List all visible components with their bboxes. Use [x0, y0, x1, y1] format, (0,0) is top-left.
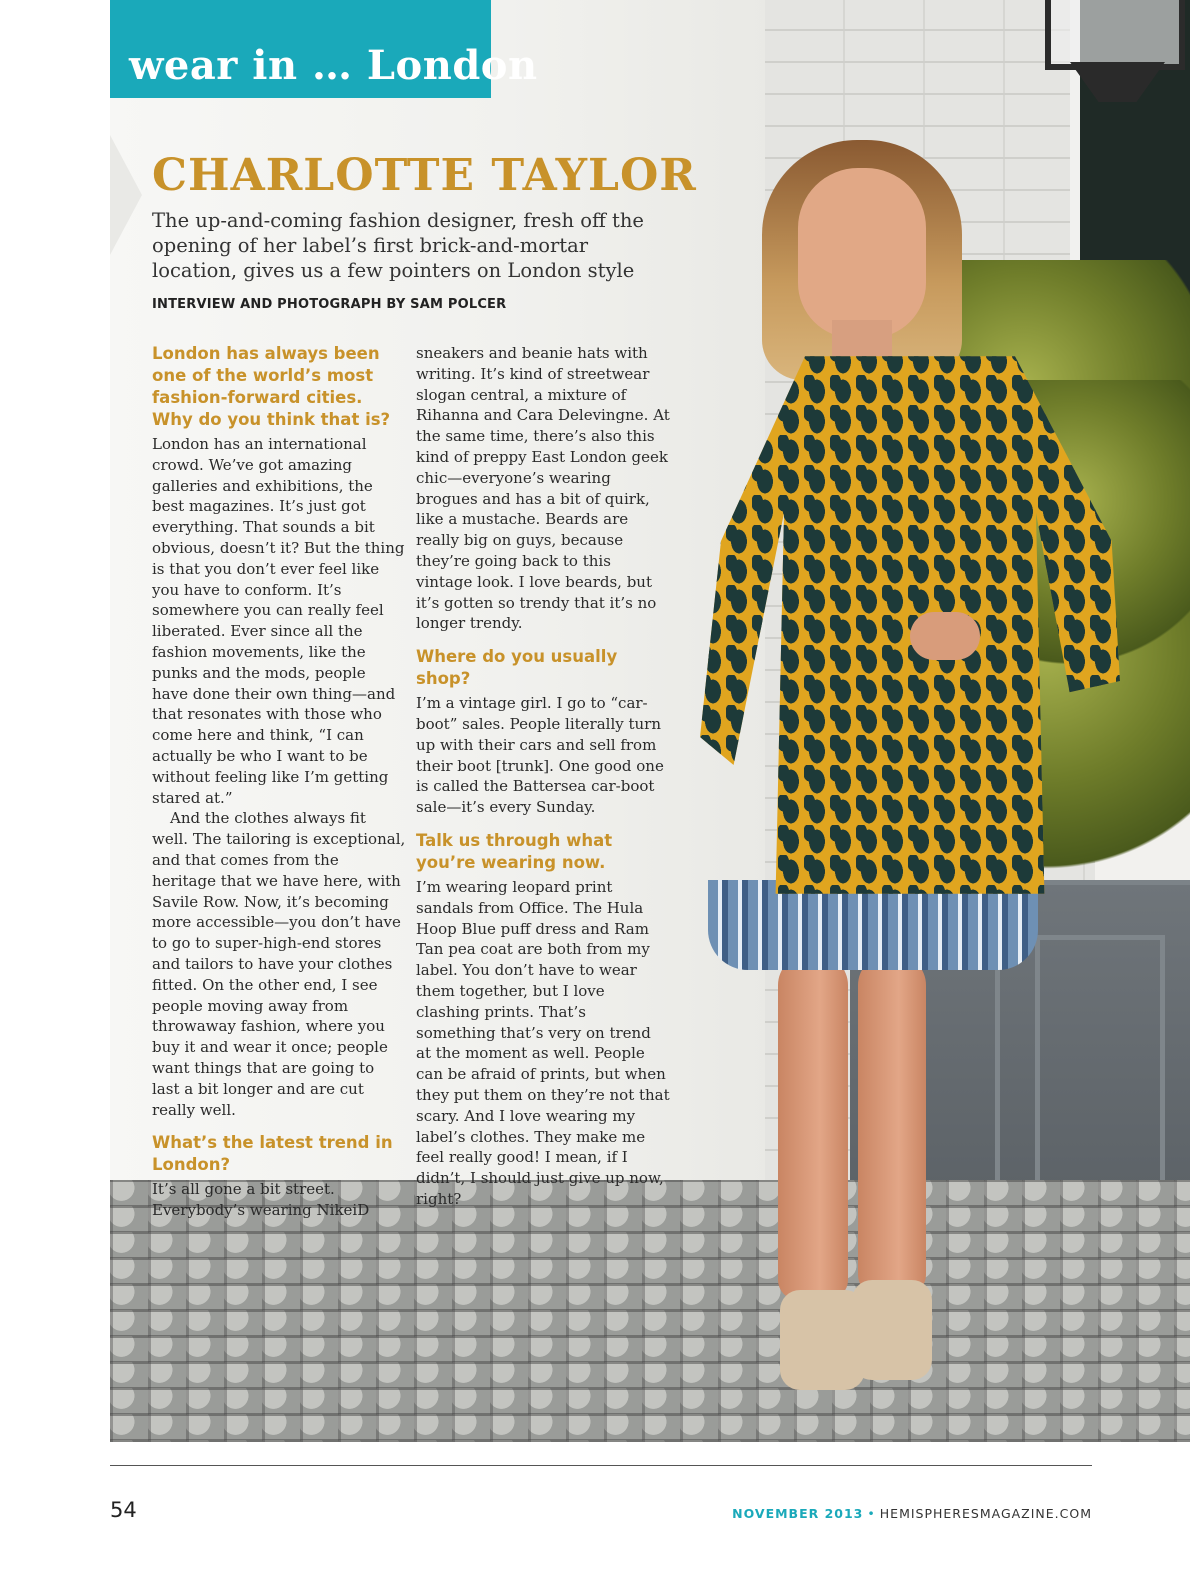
answer-paragraph: sneakers and beanie hats with writing. It’s kind of streetwear slogan central, a mixture of Rihanna and Cara Delevingne. At the same time, there’s also this kind of preppy East London geek chic—everyone’s wearing brogues and has a bit of quirk, like a mustache. Beards are really big on guys, because they’re going back to this vintage look. I love beards, but it’s gotten so trendy that it’s no longer trendy.	[416, 344, 670, 633]
answer-paragraph: I’m a vintage girl. I go to “car-boot” sales. People literally turn up with their cars and sell from their boot [trunk]. One good one is called the Battersea car-boot sale—it’s every Sunday.	[416, 694, 664, 817]
text-column-1	[152, 343, 406, 1233]
answer-paragraph: And the clothes always fit well. The tailoring is exceptional, and that comes from the heritage that we have here, with Savile Row. Now, it’s becoming more accessible—you don’t have to go to super-high-end stores and tailors to have your clothes fitted. On the other end, I see people moving away from throwaway fashion, where you buy it and wear it once; people want things that are going to last a bit longer and are cut really well.	[152, 809, 406, 1119]
headline: CHARLOTTE TAYLOR	[152, 150, 697, 201]
lantern	[1045, 0, 1185, 70]
page-notch	[110, 135, 142, 255]
footer-credit	[732, 1506, 1092, 1521]
deck: The up-and-coming fashion designer, fresh off the opening of her label’s first brick-and-mortar location, gives us a few pointers on London style	[152, 209, 644, 282]
question-heading: What’s the latest trend in London?	[152, 1133, 393, 1175]
question-heading: Where do you usually shop?	[416, 647, 618, 689]
issue-date: NOVEMBER 2013	[732, 1506, 864, 1521]
text-column-2	[416, 343, 670, 1222]
separator-dot: •	[867, 1506, 876, 1521]
hand	[910, 612, 980, 660]
page-number: 54	[110, 1498, 137, 1522]
leg	[778, 955, 848, 1300]
face	[798, 168, 926, 338]
leg	[858, 955, 926, 1295]
byline: INTERVIEW AND PHOTOGRAPH BY SAM POLCER	[152, 297, 507, 312]
website: HEMISPHERESMAGAZINE.COM	[879, 1506, 1092, 1521]
question-heading: Talk us through what you’re wearing now.	[416, 830, 613, 872]
answer-paragraph: It’s all gone a bit street. Everybody’s wearing NikeiD	[152, 1180, 370, 1220]
answer-paragraph: London has an international crowd. We’ve got amazing galleries and exhibitions, the best magazines. It’s just got everything. That sounds a bit obvious, doesn’t it? But the thing is that you don’t ever feel like you have to conform. It’s somewhere you can really feel liberated. Ever since all the fashion movements, like the punks and the mods, people have done their own thing—and that resonates with those who come here and think, “I can actually be who I want to be without feeling like I’m getting stared at.”	[152, 435, 405, 807]
sandal	[852, 1280, 932, 1380]
answer-paragraph: I’m wearing leopard print sandals from Office. The Hula Hoop Blue puff dress and Ram Tan pea coat are both from my label. You don’t have to wear them together, but I love clashing prints. That’s something that’s very on trend at the moment as well. People can be afraid of prints, but when they put them on they’re not that scary. And I love wearing my label’s clothes. They make me feel really good! I mean, if I didn’t, I should just give up now, right?	[416, 877, 670, 1208]
planter-panel	[1035, 935, 1165, 1185]
question-heading: London has always been one of the world’s most fashion-forward cities. Why do you think that is?	[152, 344, 391, 429]
section-label: wear in … London	[129, 42, 538, 89]
section-tab	[110, 0, 538, 98]
footer-rule	[110, 1465, 1092, 1466]
